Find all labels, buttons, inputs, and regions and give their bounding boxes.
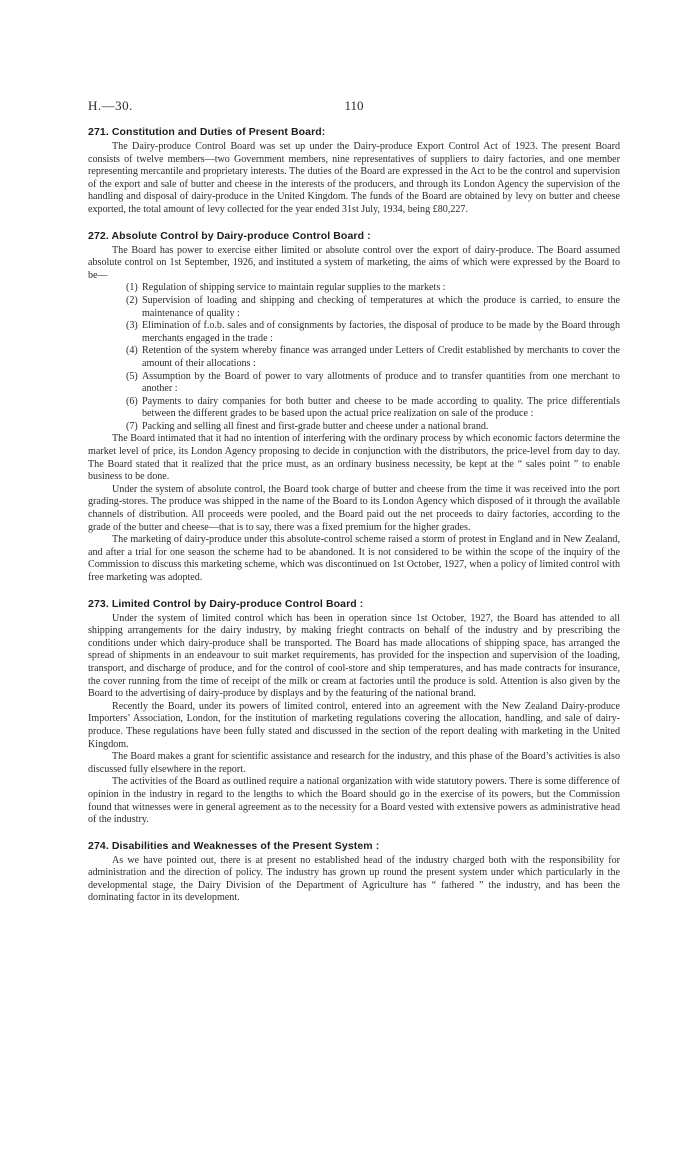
item-text: Packing and selling all finest and first-grade butter and cheese under a national brand. — [142, 420, 489, 432]
section-271 — [88, 126, 620, 217]
section-272 — [88, 230, 620, 585]
paragraph: The activities of the Board as outlined require a national organization with wide statutory powers. There is some difference of opinion in the industry in regard to the lengths to which the Board should go in the exercise of its powers, but the Commission found that witnesses were in general agreement as to the necessity for a Board vested with extensive powers as administrative head of the industry. — [88, 776, 620, 826]
paragraph: Recently the Board, under its powers of limited control, entered into an agreement with the New Zealand Dairy-produce Importers’ Association, London, for the institution of marketing regulations covering the allocation, handling, and sale of dairy-produce. These regulations have been fully stated and discussed in the section of the report dealing with marketing in the United Kingdom. — [88, 700, 620, 750]
paragraph: Under the system of absolute control, the Board took charge of butter and cheese from the time it was received into the port grading-stores. The produce was shipped in the name of the Board to its London Agency which disposed of it through the available channels of distribution. All proceeds were pooled, and the Board paid out the net proceeds to dairy factories, according to the grade of the butter and cheese—that is to say, there was a fixed premium for the higher grades. — [88, 483, 620, 533]
paragraph: The marketing of dairy-produce under this absolute-control scheme raised a storm of protest in England and in New Zealand, and after a trial for one season the scheme had to be abandoned. It is not considered to be within the scope of the inquiry of the Commission to discuss this marketing scheme, which was discontinued on 1st October, 1927, when a policy of limited control with free marketing was adopted. — [88, 534, 620, 583]
list-item — [88, 371, 620, 396]
item-number: (3) — [126, 320, 138, 332]
item-text: Regulation of shipping service to maintain regular supplies to the markets : — [142, 282, 446, 294]
item-text: Assumption by the Board of power to vary allotments of produce and to transfer quantities from one merchant to another : — [142, 370, 620, 395]
item-number: (2) — [126, 294, 138, 306]
item-text: Retention of the system whereby finance was arranged under Letters of Credit established by merchants to cover the amount of their allocations : — [142, 345, 620, 369]
list-item — [88, 282, 620, 295]
list-item — [88, 396, 620, 421]
list-item — [88, 345, 620, 370]
paragraph: The Dairy-produce Control Board was set up under the Dairy-produce Export Control Act of 1923. The present Board consists of twelve members—two Government members, nine representatives of suppliers to dairy factories, and one member representing mercantile and proprietary interests. The duties of the Board are expressed in the Act to be the control and supervision of the export and sale of butter and cheese in the interests of the producers, and through its London Agency the supervision of the handling and disposal of dairy-produce in the United Kingdom. The funds of the Board are obtained by levy on butter and cheese exported, the total amount of levy collected for the year ended 31st July, 1934, being £80,227. — [88, 141, 620, 215]
item-number: (5) — [126, 370, 138, 382]
item-number: (6) — [126, 395, 138, 407]
section-273 — [88, 598, 620, 827]
item-number: (1) — [126, 282, 138, 294]
paragraph: As we have pointed out, there is at present no established head of the industry charged both with the responsibility for administration and the direction of policy. The industry has grown up round the present system under which particularly in the developmental stage, the Dairy Division of the Department of Agriculture has “ fathered ” the industry, and has been the dominating factor in its development. — [88, 854, 620, 904]
page-number: 110 — [344, 98, 364, 113]
item-text: Elimination of f.o.b. sales and of consignments by factories, the disposal of produce to be made by the Board through merchants engaged in the trade : — [142, 320, 620, 344]
item-number: (4) — [126, 345, 138, 357]
item-number: (7) — [126, 420, 138, 432]
list-item — [88, 320, 620, 345]
section-heading: 274. Disabilities and Weaknesses of the Present System : — [88, 839, 380, 852]
paragraph: The Board intimated that it had no intention of interfering with the ordinary process by which economic factors determine the market level of price, its London Agency proposing to decide in conjunction with the distributors, the price-level from day to day. The Board stated that it realized that the price must, as an ordinary business necessity, be kept at the “ sales point ” to enable business to be done. — [88, 433, 620, 483]
list-item — [88, 421, 620, 434]
aims-list — [88, 282, 620, 433]
section-heading: 273. Limited Control by Dairy-produce Control Board : — [88, 597, 364, 610]
list-item — [88, 295, 620, 320]
item-text: Supervision of loading and shipping and checking of temperatures at which the produce is carried, to ensure the maintenance of quality : — [142, 294, 620, 319]
page-body — [88, 126, 620, 918]
section-274 — [88, 840, 620, 905]
paragraph: The Board has power to exercise either limited or absolute control over the export of dairy-produce. The Board assumed absolute control on 1st September, 1926, and instituted a system of marketing, the aims of which were expressed by the Board to be— — [88, 244, 620, 281]
page-header — [88, 98, 620, 114]
paragraph: Under the system of limited control which has been in operation since 1st October, 1927, the Board has attended to all shipping arrangements for the dairy industry, by making frieght contracts on behalf of the industry and by prescribing the conditions under which dairy-produce shall be transported. The Board has made allocations of shipping space, has arranged the spread of shipments in an endeavour to suit market requirements, has provided for the inspection and supervision of the loading, transport, and discharge of produce, and for the control of cool-store and ship temperatures, and has made contracts for insurance, the cover running from the time of receipt of the milk or cream at factories until the produce is sold. Attention is also given by the Board to the advertising of dairy-produce by displays and by the featuring of the national brand. — [88, 612, 620, 700]
paragraph: The Board makes a grant for scientific assistance and research for the industry, and this phase of the Board’s activities is also discussed fully elsewhere in the report. — [88, 751, 620, 775]
item-text: Payments to dairy companies for both butter and cheese to be made according to quality. The price differentials between the different grades to be based upon the actual price realization on sale of the produce : — [142, 395, 620, 420]
section-heading: 271. Constitution and Duties of Present Board: — [88, 126, 326, 138]
document-reference: H.—30. — [88, 98, 133, 113]
section-heading: 272. Absolute Control by Dairy-produce Control Board : — [88, 229, 371, 242]
